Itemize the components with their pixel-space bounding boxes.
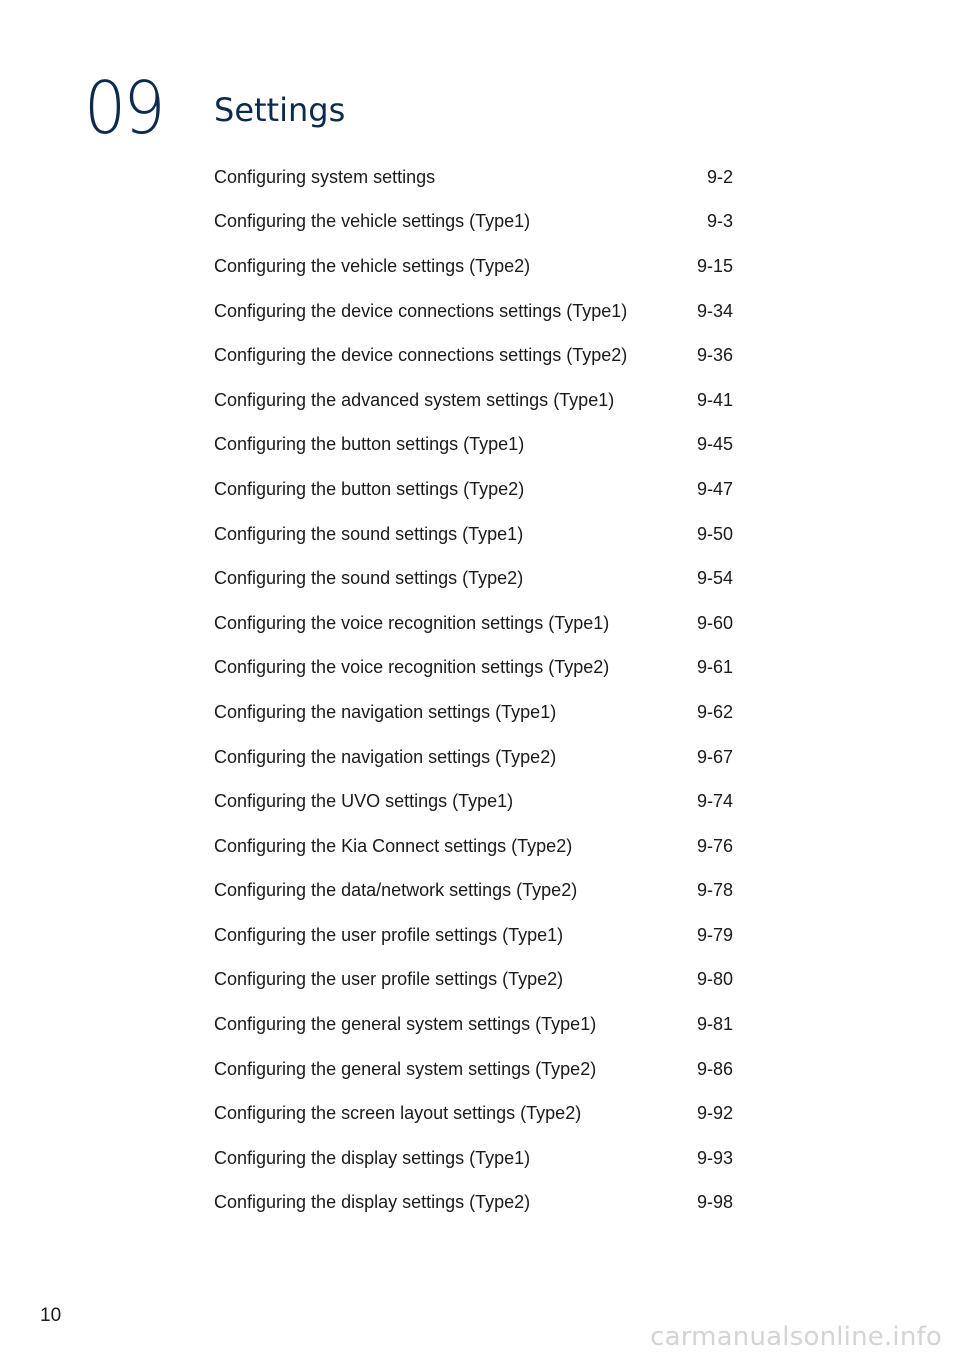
watermark: carmanualsonline.info bbox=[650, 1322, 942, 1352]
toc-entry[interactable] bbox=[214, 1181, 734, 1226]
toc-entry-page: 9-2 bbox=[706, 166, 733, 187]
toc-entry-page: 9-76 bbox=[696, 835, 733, 856]
toc-entry-title: Configuring the UVO settings (Type1) bbox=[214, 791, 514, 812]
toc-entry[interactable] bbox=[214, 735, 734, 780]
toc-entry-page: 9-86 bbox=[696, 1058, 733, 1079]
toc-entry[interactable] bbox=[214, 958, 734, 1003]
toc-entry[interactable] bbox=[214, 556, 734, 601]
toc-entry-title: Configuring the data/network settings (Type2) bbox=[214, 880, 578, 901]
toc-entry[interactable] bbox=[214, 1136, 734, 1181]
toc-entry-page: 9-50 bbox=[696, 523, 733, 544]
toc-entry-title: Configuring the navigation settings (Type1) bbox=[214, 701, 557, 722]
toc-entry-title: Configuring the voice recognition settings (Type2) bbox=[214, 657, 610, 678]
toc-entry-title: Configuring system settings bbox=[214, 166, 436, 187]
toc-entry-title: Configuring the general system settings (Type2) bbox=[214, 1058, 597, 1079]
toc-entry-page: 9-61 bbox=[696, 657, 733, 678]
toc-entry-page: 9-92 bbox=[696, 1103, 733, 1124]
toc-entry-title: Configuring the navigation settings (Type2) bbox=[214, 746, 557, 767]
toc-entry[interactable] bbox=[214, 601, 734, 646]
toc-entry-page: 9-60 bbox=[696, 612, 733, 633]
toc-entry-page: 9-36 bbox=[696, 345, 733, 366]
toc-entry-page: 9-81 bbox=[696, 1014, 733, 1035]
toc-entry-page: 9-67 bbox=[696, 746, 733, 767]
toc-entry[interactable] bbox=[214, 913, 734, 958]
toc-entry[interactable] bbox=[214, 824, 734, 869]
chapter-number: 09 bbox=[84, 66, 163, 150]
toc-entry-title: Configuring the display settings (Type1) bbox=[214, 1147, 531, 1168]
toc-entry-page: 9-3 bbox=[706, 211, 733, 232]
page-number: 10 bbox=[40, 1305, 62, 1326]
toc-entry-title: Configuring the device connections settings (Type1) bbox=[214, 300, 628, 321]
toc-entry[interactable] bbox=[214, 512, 734, 557]
toc-entry-title: Configuring the user profile settings (Type2) bbox=[214, 969, 564, 990]
toc-entry[interactable] bbox=[214, 1091, 734, 1136]
toc-entry-page: 9-93 bbox=[696, 1147, 733, 1168]
toc-entry-page: 9-98 bbox=[696, 1192, 733, 1213]
toc-entry[interactable] bbox=[214, 378, 734, 423]
toc-entry[interactable] bbox=[214, 333, 734, 378]
toc-entry-page: 9-80 bbox=[696, 969, 733, 990]
toc-entry[interactable] bbox=[214, 869, 734, 914]
toc-entry[interactable] bbox=[214, 423, 734, 468]
toc-entry-title: Configuring the button settings (Type2) bbox=[214, 478, 525, 499]
toc-entry[interactable] bbox=[214, 244, 734, 289]
toc-entry-title: Configuring the voice recognition settings (Type1) bbox=[214, 612, 610, 633]
toc-entry-title: Configuring the device connections settings (Type2) bbox=[214, 345, 628, 366]
toc-entry-page: 9-62 bbox=[696, 701, 733, 722]
toc-entry-page: 9-41 bbox=[696, 389, 733, 410]
toc-entry-title: Configuring the button settings (Type1) bbox=[214, 434, 525, 455]
toc-entry-title: Configuring the sound settings (Type2) bbox=[214, 568, 524, 589]
toc-entry[interactable] bbox=[214, 289, 734, 334]
toc-entry-title: Configuring the screen layout settings (Type2) bbox=[214, 1103, 582, 1124]
toc-entry-page: 9-79 bbox=[696, 924, 733, 945]
toc-entry-title: Configuring the Kia Connect settings (Type2) bbox=[214, 835, 573, 856]
toc-entry-title: Configuring the general system settings (Type1) bbox=[214, 1014, 597, 1035]
toc-entry[interactable] bbox=[214, 690, 734, 735]
toc-entry-page: 9-54 bbox=[696, 568, 733, 589]
toc-entry-page: 9-47 bbox=[696, 478, 733, 499]
toc-entry-page: 9-15 bbox=[696, 255, 733, 276]
toc-entry[interactable] bbox=[214, 200, 734, 245]
toc-entry-title: Configuring the vehicle settings (Type2) bbox=[214, 255, 531, 276]
toc-entry-title: Configuring the sound settings (Type1) bbox=[214, 523, 524, 544]
toc-entry[interactable] bbox=[214, 646, 734, 691]
table-of-contents bbox=[214, 155, 734, 1225]
toc-entry-page: 9-78 bbox=[696, 880, 733, 901]
toc-entry[interactable] bbox=[214, 779, 734, 824]
toc-entry-title: Configuring the display settings (Type2) bbox=[214, 1192, 531, 1213]
toc-entry-page: 9-45 bbox=[696, 434, 733, 455]
toc-entry-page: 9-74 bbox=[696, 791, 733, 812]
toc-entry-page: 9-34 bbox=[696, 300, 733, 321]
toc-entry-title: Configuring the vehicle settings (Type1) bbox=[214, 211, 531, 232]
toc-entry[interactable] bbox=[214, 1002, 734, 1047]
toc-entry[interactable] bbox=[214, 155, 734, 200]
toc-entry[interactable] bbox=[214, 1047, 734, 1092]
toc-entry-title: Configuring the advanced system settings (Type1) bbox=[214, 389, 615, 410]
toc-entry-title: Configuring the user profile settings (Type1) bbox=[214, 924, 564, 945]
chapter-title: Settings bbox=[214, 91, 346, 129]
toc-entry[interactable] bbox=[214, 467, 734, 512]
